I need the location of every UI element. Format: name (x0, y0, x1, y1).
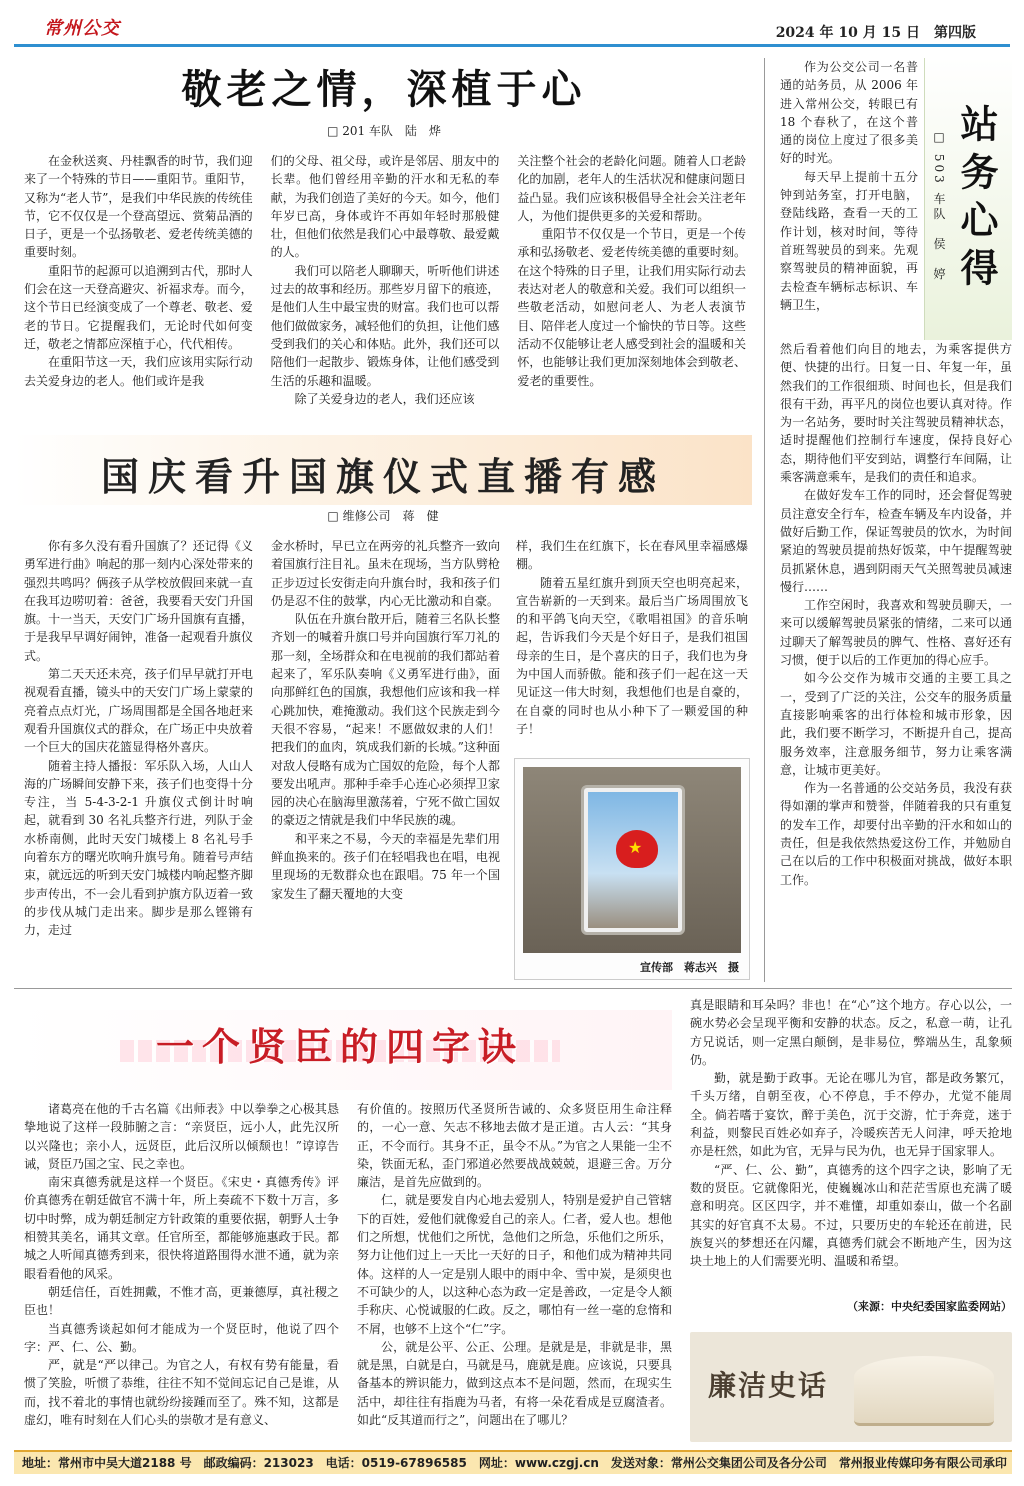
paragraph: 然后看着他们向目的地去，为乘客提供方便、快捷的出行。日复一日、年复一年，虽然我们的工作很细琐、时间也长，但是我们很有干劲，再平凡的岗位也要认真对待。作为一名站务，要时时关注驾驶员精神状态，适时提醒他们控制行车速度，保持良好心态，期待他们平安到站，调整行车间隔，让乘客满意乘车，是我们的责任和追求。 (780, 342, 1012, 485)
paragraph: 第二天天还未亮，孩子们早早就打开电视观看直播，镜头中的天安门广场上蒙蒙的亮着点点灯光，广场周围都是全国各地赶来观看升国旗仪式的群众，在广场正中央放着一个巨大的国庆花篮显得格外喜庆。 (24, 667, 253, 755)
article4-source: （来源：中央纪委国家监委网站） (847, 1300, 1012, 1313)
paragraph: 诸葛亮在他的千古名篇《出师表》中以拳拳之心极其恳挚地说了这样一段肺腑之言：“亲贤臣，远小人，此先汉所以兴隆也；亲小人，远贤臣，此后汉所以倾颓也！”谆谆告诫，贤臣乃国之宝、民之幸也。 (24, 1102, 339, 1171)
footer-imprint: 地址：常州市中吴大道2188 号 邮政编码：213023 电话：0519-67896585 网址：www.czgj.cn 发送对象：常州公交集团公司及各分公司 常州报业传媒印务有限公司承印 (14, 1450, 1012, 1474)
paragraph: 勤，就是勤于政事。无论在哪儿为官，都是政务繁冗，千头万绪，自朝至夜，心不停息，手不停办，尤觉不能周全。倘若嗜于宴饮，醉于美色，沉于交游，忙于奔竞，迷于利益，则黎民百姓必如弃子，冷暖疾苦无人问津，呼天抢地亦是枉然，如此为官，无异与民为仇，也无异于国家罪人。 (690, 1071, 1012, 1159)
paragraph: 重阳节不仅仅是一个节日，更是一个传承和弘扬敬老、爱老传统美德的重要时刻。在这个特殊的日子里，让我们用实际行动去表达对老人的敬意和关爱。我们可以组织一些敬老活动，如慰问老人、为老人表演节目、陪伴老人度过一个愉快的节日等。这些活动不仅能够让老人感受到社会的温暖和关怀，也能够让我们更加深刻地体会到敬老、爱老的重要性。 (517, 227, 747, 388)
masthead (0, 0, 1024, 48)
column-divider (764, 58, 765, 982)
paragraph: 当真德秀谈起如何才能成为一个贤臣时，他说了四个字：严、仁、公、勤。 (24, 1321, 339, 1354)
window-frame (581, 785, 685, 935)
article4-headline: 一个贤臣的四字诀 (155, 1024, 524, 1069)
article2-headline: 国庆看升国旗仪式直播有感 (100, 454, 665, 499)
column-label: 廉洁史话 (708, 1369, 829, 1402)
window-view (588, 792, 678, 928)
article1-headline: 敬老之情，深植于心 (181, 66, 587, 113)
paragraph: 除了关爱身边的老人，我们还应该 (294, 391, 475, 406)
paragraph: 仁，就是要发自内心地去爱别人，特别是爱护自己管辖下的百姓，爱他们就像爱自己的亲人。仁者，爱人也。想他们之所想，忧他们之所忧，急他们之所急，乐他们之所乐，努力让他们过上一天比一天好的日子，和他们成为精神共同体。这样的人一定是别人眼中的雨中伞、雪中炭，是须臾也不可缺少的人，以这种心态为政一定是善政，一定是令人额手称庆、心悦诚服的仁政。反之，哪怕有一丝一毫的怠惰和不屑，也够不上这个“仁”字。 (357, 1193, 672, 1336)
newspaper-logo: 常州公交 (44, 18, 120, 39)
paragraph: 工作空闲时，我喜欢和驾驶员聊天，一来可以缓解驾驶员紧张的情绪，二来可以通过聊天了解驾驶员的脾气、性格、喜好还有习惯，便于以后的工作更加的得心应手。 (780, 598, 1012, 668)
paragraph: 作为公交公司一名普通的站务员，从 2006 年进入常州公交，转眼已有 18 个春秋了，在这个普通的岗位上度过了很多美好的时光。 (780, 60, 918, 166)
section-divider (14, 988, 1012, 989)
column-label-box (690, 1332, 1012, 1442)
paragraph: 在重阳节这一天，我们应该用实际行动去关爱身边的老人。他们或许是我 (24, 355, 253, 388)
article4-column-3 (690, 996, 1012, 1320)
article1-column-2 (271, 152, 500, 424)
paragraph: 在金秋送爽、丹桂飘香的时节，我们迎来了一个特殊的节日——重阳节。重阳节，又称为“老人节”，是我们中华民族的传统佳节，它不仅仅是一个登高望远、赏菊品酒的日子，更是一个弘扬敬老、爱老传统美德的重要时刻。 (24, 154, 253, 260)
article1-byline: □ 201 车队 陆 烨 (327, 124, 441, 138)
paragraph: 金水桥时，早已立在两旁的礼兵整齐一致向着国旗行注目礼。虽未在现场，当方队劈枪正步迈过长安街走向升旗台时，我和孩子们仍是忍不住的鼓掌，内心无比激动和自豪。 (271, 539, 500, 608)
paragraph: 南宋真德秀就是这样一个贤臣。《宋史・真德秀传》评价真德秀在朝廷做官不满十年，所上奏疏不下数十万言，多切中时弊，成为朝廷制定方针政策的重要依据，朝野人士争相赞其美名，诵其文章。任官所至，都能够施惠政于民。都城之人听闻真德秀到来，很快将道路围得水泄不通，就为亲眼看看他的风采。 (24, 1175, 339, 1281)
article2-column-3 (516, 537, 748, 753)
article2-body (24, 537, 500, 977)
paragraph: 队伍在升旗台散开后，随着三名队长整齐划一的喊着升旗口号并向国旗行军刀礼的那一刻，全场群众和在电视前的我们都站着起来了，军乐队奏响《义勇军进行曲》，面向那鲜红色的国旗，我想他们应该和我一样心跳加快，难掩激动。我们这个民族走到今天很不容易，“起来！不愿做奴隶的人们！把我们的血肉，筑成我们新的长城。”这种面对敌人侵略有成为亡国奴的危险，每个人都要发出吼声。那种手牵手心连心必须捍卫家园的决心在脑海里激荡着，宁死不做亡国奴的豪迈之情就是我们中华民族的魂。 (271, 612, 500, 828)
paragraph: 朝廷信任，百姓拥戴，不惟才高，更兼德厚，真社稷之臣也！ (24, 1284, 339, 1318)
open-book-icon (854, 1356, 994, 1426)
article3-body-top (780, 58, 918, 340)
paragraph: 我们可以陪老人聊聊天，听听他们讲述过去的故事和经历。那些岁月留下的痕迹，是他们人生中最宝贵的财富。我们也可以帮他们做做家务，减轻他们的负担，让他们感受到我们的关心和体贴。此外，我们还可以陪他们一起散步、锻炼身体，让他们感受到生活的乐趣和温暖。 (270, 263, 500, 388)
paragraph: 和平来之不易，今天的幸福是先辈们用鲜血换来的。孩子们在轻唱我也在唱，电视里现场的无数群众也在跟唱。75 年一个国家发生了翻天覆地的大变 (271, 831, 500, 901)
bus-window-image (523, 767, 741, 953)
article3-headline: 站务心得 (954, 104, 999, 296)
paragraph: “严、仁、公、勤”，真德秀的这个四字之诀，影响了无数的贤臣。它就像阳光，使巍巍冰山和茫茫雪原也充满了暖意和明亮。区区四字，并不难懂，却重如泰山，做一个名副其实的好官真不太易。不过，只要历史的车轮还在前进，民族复兴的梦想还在闪耀，真德秀们就会不断地产生，因为这块土地上的人们需要光明、温暖和希望。 (690, 1162, 1012, 1269)
paragraph: 重阳节的起源可以追溯到古代，那时人们会在这一天登高避灾、祈福求寿。而今，这个节日已经演变成了一个尊老、敬老、爱老的节日。它提醒我们，无论时代如何变迁，敬老之情都应深植于心，代代相传。 (24, 263, 253, 351)
article4-body (24, 1100, 672, 1448)
paragraph: 随着五星红旗升到顶天空也明亮起来，宣告崭新的一天到来。最后当广场周围放飞的和平鸽飞向天空，《歌唱祖国》的音乐响起，告诉我们今天是个好日子，是我们祖国母亲的生日，是个喜庆的日子，我们也为身为中国人而骄傲。能和孩子们一起在这一天见证这一伟大时刻，我想他们也是自豪的，在自豪的同时也从小种下了一颗爱国的种子！ (516, 575, 748, 736)
paragraph: 严，就是“严以律己。为官之人，有权有势有能量，看惯了笑脸，听惯了恭维，往往不知不觉间忘记自己是谁，从而，找不着北的事情也就纷纷接踵而至了。殊不知，这都是虚幻，唯有时刻在人们心头的崇敬才是有意义、 (24, 1358, 339, 1428)
paragraph: 随着主持人播报：军乐队入场，人山人海的广场瞬间安静下来，孩子们也变得十分专注，当 5-4-3-2-1 升旗仪式倒计时响起，就看到 30 名礼兵整齐行进，列队于金水桥南侧，此时天安门城楼上 8 名礼号手向着东方的曙光吹响升旗号角。随着号声结束，就远远的听到天安门城楼内响起整齐脚步声传出，不一会儿看到护旗方队迈着一致的步伐从城门走出来。脚步是那么铿锵有力，走过 (24, 758, 253, 938)
paragraph: 们的父母、祖父母，或许是邻居、朋友中的长辈。他们曾经用辛勤的汗水和无私的奉献，为我们创造了美好的今天。如今，他们年岁已高，身体或许不再如年轻时那般健壮，但他们依然是我们心中最尊敬、最爱戴的人。 (270, 154, 500, 260)
paragraph: 有价值的。按照历代圣贤所告诫的、众多贤臣用生命注释的，一心一意、矢志不移地去做才是正道。古人云：“其身正，不令而行。其身不正，虽令不从。”为官之人果能一尘不染，铁面无私，歪门邪道必然要战战兢兢，退避三舍。万分廉洁，是首先应做到的。 (357, 1102, 672, 1190)
article2-byline: □ 维修公司 蒋 健 (327, 509, 439, 523)
article2-column-1 (24, 537, 253, 977)
masthead-rule (14, 44, 1010, 47)
paragraph: 每天早上提前十五分钟到站务室，打开电脑，登陆线路，查看一天的工作计划，核对时间，等待首班驾驶员的到来。先观察驾驶员的精神面貌，再去检查车辆标志标识、车辆卫生， (780, 169, 918, 312)
article3-byline: □ 503 车队 侯 婷 (932, 130, 946, 283)
paragraph: 你有多久没有看升国旗了？还记得《义勇军进行曲》响起的那一刻内心深处带来的强烈共鸣吗？俩孩子从学校放假回来就一直在我耳边唠叨着：爸爸，我要看天安门升国旗。十一当天，天安门广场升国旗有直播，于是我早早调好闹钟，准备一起观看升旗仪式。 (24, 539, 253, 663)
paragraph: 如今公交作为城市交通的主要工具之一，受到了广泛的关注，公交车的服务质量直接影响乘客的出行体检和城市形象，因此，我们要不断学习，不断提升自己，提高服务效率，注意服务细节，努力让乘客满意，让城市更美好。 (780, 671, 1012, 777)
article4-column-1 (24, 1100, 339, 1448)
news-photo (514, 758, 750, 980)
star-icon: ★ (628, 838, 643, 857)
paragraph: 作为一名普通的公交站务员，我没有获得如潮的掌声和赞誉，伴随着我的只有重复的发车工作，却要付出辛勤的汗水和如山的责任，但是我依然热爱这份工作，并勉励自己在以后的工作中积极面对挑战，做好本职工作。 (780, 781, 1012, 887)
photo-caption: 宣传部 蒋志兴 摄 (640, 961, 739, 974)
article1-body (24, 152, 746, 424)
paragraph: 样，我们生在红旗下，长在春风里幸福感爆棚。 (516, 539, 748, 572)
article3-body-bottom (780, 340, 1012, 980)
article4-column-2 (357, 1100, 672, 1448)
flag-heart-icon (616, 830, 658, 868)
article1-column-1 (24, 152, 253, 424)
paragraph: 关注整个社会的老龄化问题。随着人口老龄化的加剧，老年人的生活状况和健康问题日益凸显。我们应该积极倡导全社会关注老年人，为他们提供更多的关爱和帮助。 (517, 154, 747, 223)
paragraph: 在做好发车工作的同时，还会督促驾驶员注意安全行车，检查车辆及车内设备，并做好后勤工作，保证驾驶员的饮水，为时间紧迫的驾驶员提前热好饭菜，中午提醒驾驶员抓紧休息，遇到阴雨天气关照驾驶员减速慢行…… (780, 488, 1012, 594)
paragraph: 真是眼睛和耳朵吗？非也！在“心”这个地方。存心以公，一碗水势必会呈现平衡和安静的状态。反之，私意一萌，让孔方兄说话，则一定黑白颠倒，是非易位，弊端丛生，乱象频仍。 (690, 998, 1012, 1067)
issue-dateline: 2024 年 10 月 15 日 第四版 (775, 25, 976, 41)
article1-column-3 (517, 152, 746, 424)
paragraph: 公，就是公平、公正、公理。是就是是，非就是非，黑就是黑，白就是白，马就是马，鹿就是鹿。应该说，只要具备基本的辨识能力，做到这点本不是问题，然而，在现实生活中，却往往有指鹿为马者，有将一朵花看成是豆腐渣者。如此“反其道而行之”，问题出在了哪儿？ (357, 1339, 672, 1428)
article2-column-2 (271, 537, 500, 977)
